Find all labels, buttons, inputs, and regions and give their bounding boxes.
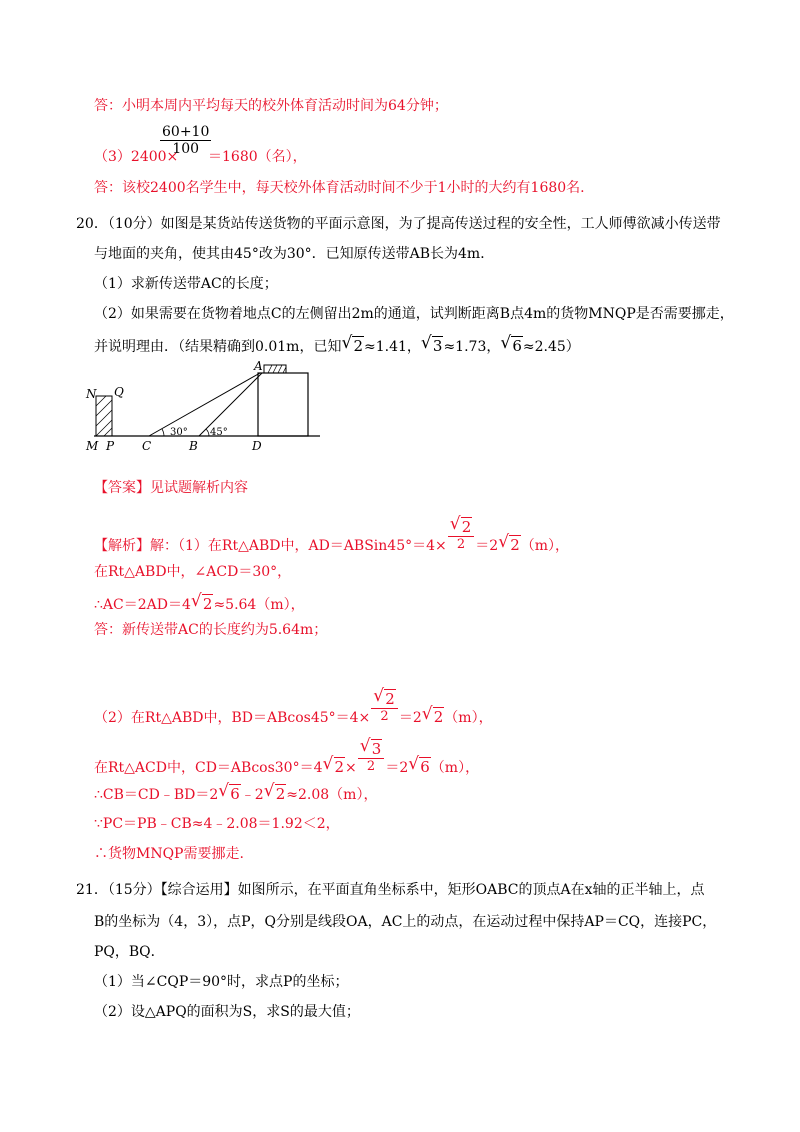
solution-text: （m），	[430, 760, 480, 776]
belt-ab	[199, 373, 262, 436]
solution-text: （2）在Rt△ABD中，BD＝ABcos45°＝4×	[94, 710, 371, 726]
sqrt-2: √ 2	[423, 707, 445, 728]
solution-text: ∴AC＝2AD＝4	[94, 597, 191, 613]
solution-part1-line2: 在Rt△ABD中，∠ACD＝30°，	[94, 564, 292, 580]
question-21-line1: 21．（15分）【综合运用】如图所示，在平面直角坐标系中，矩形OABC的顶点A在x轴的正半轴上，点	[76, 882, 705, 898]
solution-part2-line4: ∵PC＝PB﹣CB≈4﹣2.08＝1.92＜2，	[94, 816, 340, 832]
solution-text: ≈5.64（m），	[213, 597, 305, 613]
solution-part2-line1	[94, 690, 493, 734]
question-20-line1: 20．（10分）如图是某货站传送货物的平面示意图，为了提高传送过程的安全性，工人师傅欲减小传送带	[76, 216, 721, 232]
solution-part2-line3	[94, 784, 377, 805]
answer-label: 【答案】见试题解析内容	[94, 480, 248, 496]
angle-30-arc	[162, 429, 164, 436]
solution-part2-conclusion: ∴货物MNQP需要挪走.	[94, 846, 244, 862]
question-20-part1: （1）求新传送带AC的长度；	[94, 276, 278, 292]
fraction-sqrt2-over-2: √ $\frac{2}{2}$	[448, 520, 475, 552]
label-n: N	[86, 387, 97, 401]
sqrt-6: √ 6	[501, 336, 523, 357]
question-21-line2: B的坐标为（4，3），点P，Q分别是线段OA，AC上的动点，在运动过程中保持AP＝CQ，连接PC，	[94, 914, 717, 930]
question-21-line3: PQ，BQ．	[94, 944, 165, 960]
solution-text: ＝2	[398, 710, 422, 726]
label-c: C	[142, 439, 152, 453]
solution-text: ∴CB＝CD﹣BD＝2	[94, 787, 219, 803]
solution-text: ＝2	[385, 760, 409, 776]
solution-text: 【解析】解：（1）在Rt△ABD中，AD＝ABSin45°＝4×	[94, 538, 447, 554]
fraction-sqrt3-over-2: √ $\frac{3}{2}$	[358, 742, 385, 774]
label-angle-30: 30°	[170, 427, 188, 438]
note-value: ≈1.73，	[443, 339, 501, 355]
fraction-sqrt2-over-2: √ $\frac{2}{2}$	[371, 692, 398, 724]
answer-q19-2: 答：小明本周内平均每天的校外体育活动时间为64分钟；	[94, 98, 448, 114]
belt-ac	[149, 373, 260, 436]
sqrt-2: √ 2	[324, 757, 346, 778]
label-angle-45: 45°	[210, 427, 228, 438]
cargo-at-a-hatching	[268, 365, 286, 373]
sqrt-2: √ 2	[192, 594, 214, 615]
label-p: P	[106, 439, 115, 453]
label-b: B	[189, 439, 198, 453]
question-21-part2: （2）设△APQ的面积为S，求S的最大值；	[94, 1004, 360, 1020]
note-text: 并说明理由．（结果精确到0.01m，已知	[94, 339, 342, 355]
answer-q19-3-conclusion: 答：该校2400名学生中，每天校外体育活动时间不少于1小时的大约有1680名.	[94, 180, 585, 196]
solution-part1-line3	[94, 594, 305, 615]
platform	[258, 373, 308, 436]
label-m: M	[86, 439, 99, 453]
solution-part1-line1	[94, 518, 570, 562]
sqrt-6: √ 6	[219, 784, 241, 805]
note-value: ≈2.45）	[522, 339, 580, 355]
note-value: ≈1.41，	[364, 339, 421, 355]
answer-q19-3-result: ＝1680（名），	[208, 149, 307, 165]
sqrt-2: √ 2	[265, 784, 287, 805]
label-a: A	[254, 359, 263, 373]
solution-text: 在Rt△ACD中，CD＝ABcos30°＝4	[94, 760, 323, 776]
solution-text: ﹣2	[240, 787, 264, 803]
sqrt-3: √ 3	[422, 336, 444, 357]
question-21-part1: （1）当∠CQP＝90°时，求点P的坐标；	[94, 974, 349, 990]
conveyor-diagram	[84, 356, 324, 456]
angle-45-arc	[206, 429, 209, 436]
fraction-denominator: 100	[160, 140, 211, 157]
question-20-part2: （2）如果需要在货物着地点C的左侧留出2m的通道，试判断距离B点4m的货物MNQP是否需要挪走，	[94, 306, 734, 322]
sqrt-2: √ 2	[342, 336, 364, 357]
solution-text: （m），	[444, 710, 493, 726]
sqrt-2: √ 2	[499, 535, 521, 556]
cargo-hatching	[96, 396, 112, 436]
fraction-numerator: 60+10	[162, 124, 210, 140]
solution-part2-line2	[94, 740, 480, 784]
solution-text: （m），	[520, 538, 570, 554]
solution-part1-answer: 答：新传送带AC的长度约为5.64m；	[94, 622, 328, 638]
solution-text: ＝2	[475, 538, 499, 554]
solution-text: ≈2.08（m），	[286, 787, 378, 803]
label-q: Q	[114, 385, 124, 399]
sqrt-6: √ 6	[409, 757, 431, 778]
question-20-note	[94, 336, 580, 357]
question-20-line2: 与地面的夹角，使其由45°改为30°．已知原传送带AB长为4m．	[94, 246, 495, 262]
solution-text: ×	[345, 760, 357, 776]
label-d: D	[252, 439, 262, 453]
answer-q19-3-prefix: （3）2400×	[94, 149, 179, 165]
